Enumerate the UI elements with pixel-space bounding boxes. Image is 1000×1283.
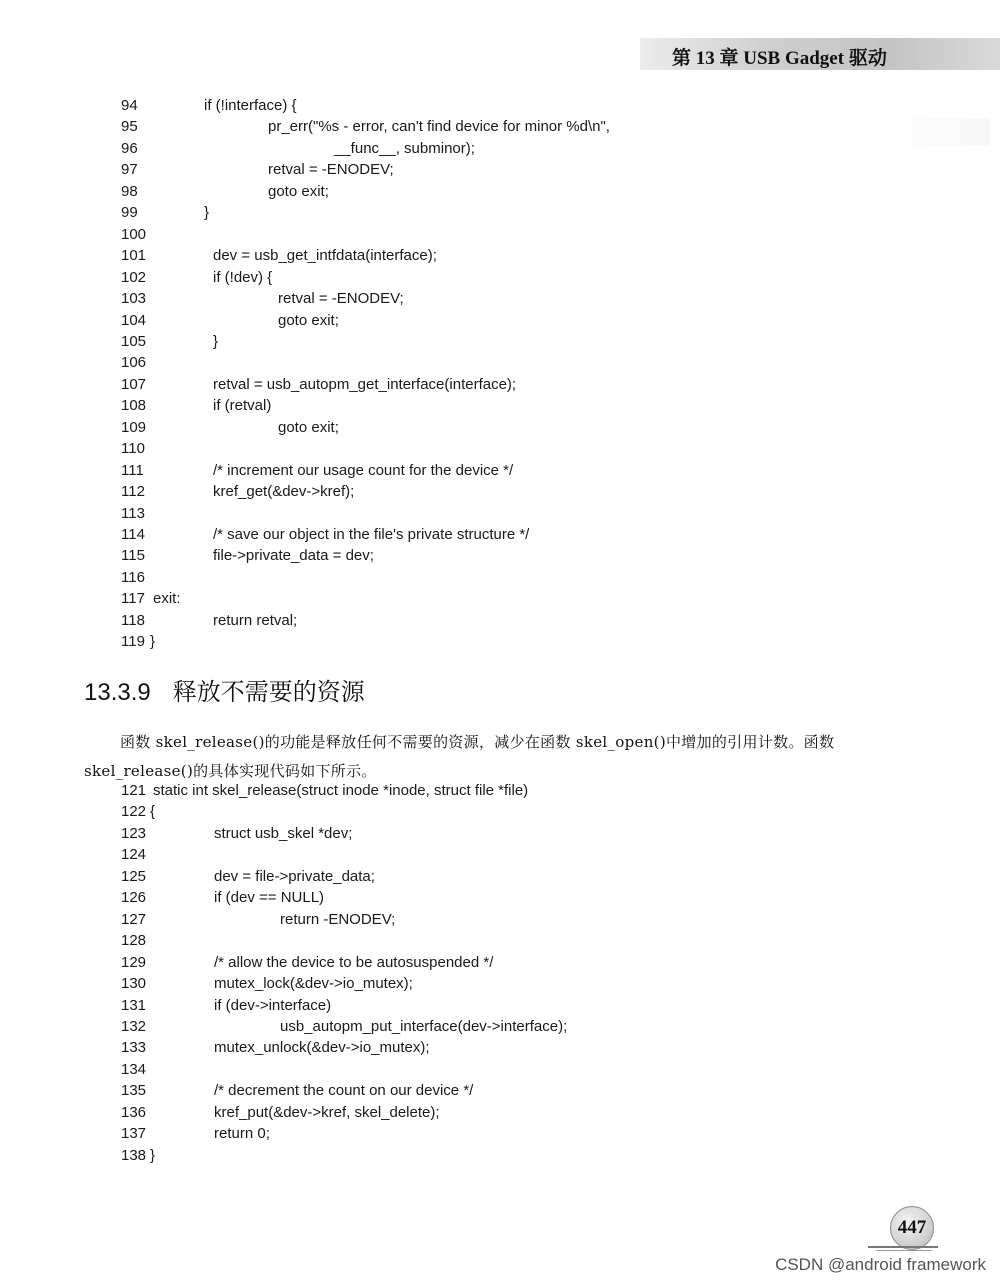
code-text: retval = -ENODEV; [278,290,404,308]
code-text: goto exit; [278,311,339,329]
code-text: retval = -ENODEV; [268,161,394,179]
code-text: if (dev->interface) [214,996,332,1014]
line-number: 115 [121,547,145,565]
code-text: usb_autopm_put_interface(dev->interface); [280,1017,568,1035]
line-number: 135 [121,1082,147,1100]
code-text: } [204,204,210,222]
code-text: } [213,332,219,350]
line-number: 95 [121,118,138,136]
line-number: 126 [121,889,147,907]
code-text: mutex_lock(&dev->io_mutex); [214,975,413,993]
code-text: /* save our object in the file's private structure */ [213,526,530,543]
line-number: 134 [121,1060,147,1078]
code-text: return retval; [213,611,298,629]
line-number: 94 [121,97,138,114]
line-number: 130 [121,975,147,993]
code-text: } [150,1146,156,1164]
line-number: 108 [121,397,147,415]
code-text: goto exit; [278,418,339,436]
page-rule [868,1246,938,1248]
line-number: 123 [121,824,147,842]
line-number: 102 [121,268,147,286]
line-number: 128 [121,932,147,950]
code-text: if (retval) [213,397,272,415]
line-number: 122 [121,803,147,821]
line-number: 129 [121,953,147,971]
page-number-badge [868,1204,938,1254]
line-number: 132 [121,1017,147,1035]
section-number: 13.3.9 [84,679,151,706]
line-number: 98 [121,182,138,200]
line-number: 127 [121,910,147,928]
line-number: 119 [121,633,145,651]
line-number: 136 [121,1103,147,1121]
code-text: mutex_unlock(&dev->io_mutex); [214,1039,430,1057]
line-number: 117 [121,590,145,608]
code-text: if (!dev) { [213,268,273,286]
code-text: static int skel_release(struct inode *inode, struct file *file) [153,782,529,799]
line-number: 131 [121,996,147,1014]
code-text: dev = file->private_data; [214,867,375,885]
code-text: kref_put(&dev->kref, skel_delete); [214,1103,440,1121]
code-text: return 0; [214,1125,270,1143]
line-number: 109 [121,418,147,436]
code-text: /* decrement the count on our device */ [214,1082,474,1100]
code-text: if (dev == NULL) [214,889,325,907]
line-number: 112 [121,483,145,501]
line-number: 106 [121,354,147,372]
line-number: 138 [121,1146,147,1164]
section-heading [84,672,365,707]
body-paragraph: 函数 skel_release()的功能是释放任何不需要的资源，减少在函数 skel_open()中增加的引用计数。函数 skel_release()的具体实现代码如下所示。 [84,733,835,780]
chapter-header: 第 13 章 USB Gadget 驱动 [672,48,887,69]
line-number: 116 [121,568,145,586]
line-number: 114 [121,526,145,543]
watermark: CSDN @android framework [775,1255,986,1274]
line-number: 103 [121,290,147,308]
line-number: 107 [121,375,147,393]
code-text: __func__, subminor); [334,139,475,157]
code-text: if (!interface) { [204,97,297,114]
code-text: file->private_data = dev; [213,547,374,565]
line-number: 118 [121,611,145,629]
line-number: 101 [121,247,147,265]
line-number: 96 [121,139,138,157]
line-number: 121 [121,782,147,799]
line-number: 124 [121,846,147,864]
line-number: 105 [121,332,147,350]
line-number: 113 [121,504,145,522]
line-number: 125 [121,867,147,885]
code-text: retval = usb_autopm_get_interface(interface); [213,375,517,393]
code-text: dev = usb_get_intfdata(interface); [213,247,437,265]
code-text: pr_err("%s - error, can't find device for minor %d\n", [268,118,610,136]
bleed-through-shadow [880,118,990,146]
line-number: 97 [121,161,138,179]
section-title: 释放不需要的资源 [172,679,365,706]
line-number: 99 [121,204,138,222]
line-number: 137 [121,1125,147,1143]
page-rule-thin [876,1250,932,1251]
line-number: 110 [121,440,145,458]
code-text: kref_get(&dev->kref); [213,483,355,501]
line-number: 111 [121,461,144,479]
code-text: /* increment our usage count for the device */ [213,461,514,479]
code-text: return -ENODEV; [280,910,396,928]
line-number: 133 [121,1039,147,1057]
code-text: } [150,633,156,651]
code-text: { [150,803,156,821]
page-number: 447 [897,1217,927,1238]
code-text: exit: [153,590,181,608]
code-text: struct usb_skel *dev; [214,824,353,842]
code-text: /* allow the device to be autosuspended */ [214,953,494,971]
line-number: 100 [121,225,147,243]
code-text: goto exit; [268,182,329,200]
line-number: 104 [121,311,147,329]
